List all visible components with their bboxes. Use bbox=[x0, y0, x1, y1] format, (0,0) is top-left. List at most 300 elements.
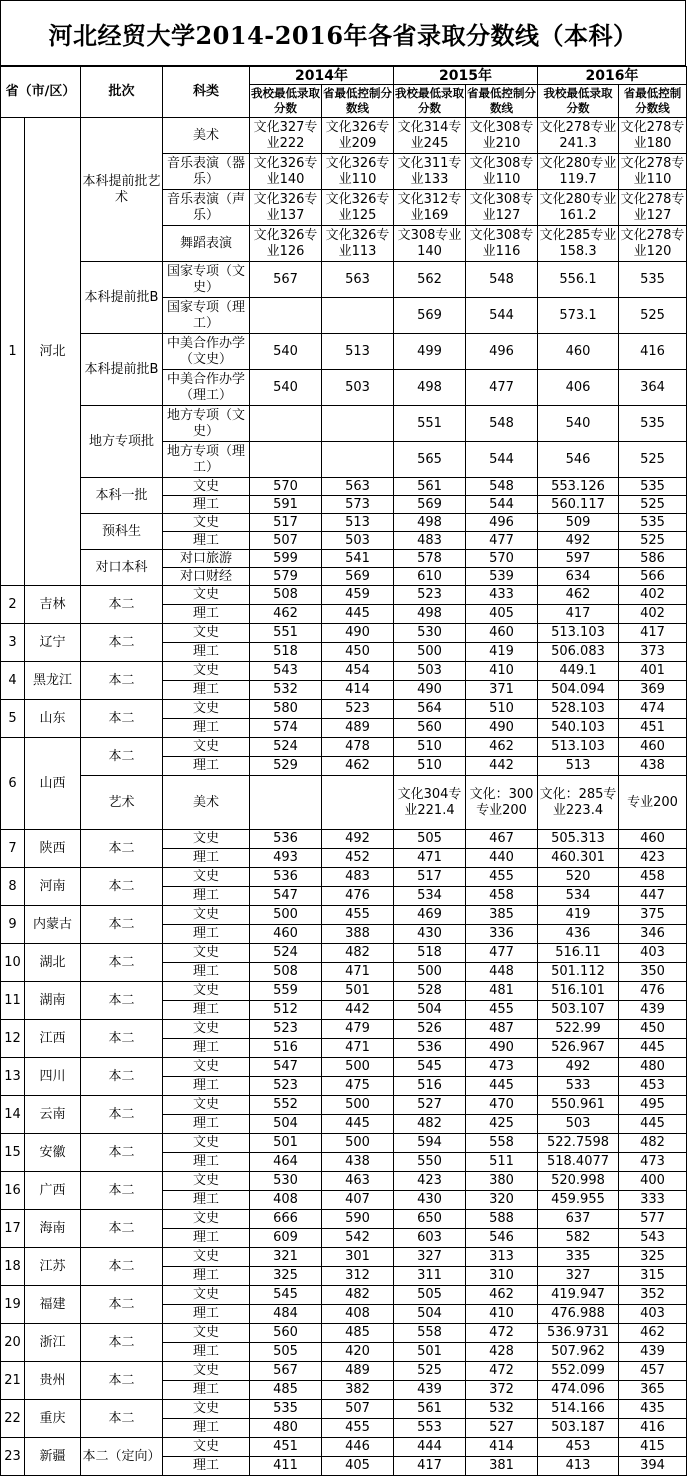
subject-name: 文史 bbox=[163, 982, 250, 1001]
score-cell: 419 bbox=[538, 906, 619, 925]
score-cell: 566 bbox=[619, 568, 687, 586]
score-cell: 479 bbox=[322, 1020, 394, 1039]
province-name: 辽宁 bbox=[25, 624, 81, 662]
score-cell: 469 bbox=[394, 906, 466, 925]
score-cell: 文化326专业110 bbox=[322, 154, 394, 190]
score-cell: 471 bbox=[322, 963, 394, 982]
table-row bbox=[1, 1134, 687, 1153]
score-cell: 464 bbox=[250, 1153, 322, 1172]
province-name: 新疆 bbox=[25, 1438, 81, 1476]
subject-name: 理工 bbox=[163, 1001, 250, 1020]
score-cell: 513.103 bbox=[538, 738, 619, 757]
score-cell: 文化326专业125 bbox=[322, 190, 394, 226]
score-cell: 523 bbox=[394, 586, 466, 605]
score-cell: 498 bbox=[394, 370, 466, 406]
header-province: 省（市/区） bbox=[1, 67, 81, 118]
score-cell: 496 bbox=[466, 514, 538, 532]
score-cell: 597 bbox=[538, 550, 619, 568]
province-name: 安徽 bbox=[25, 1134, 81, 1172]
score-cell: 410 bbox=[466, 662, 538, 681]
table-row bbox=[1, 1210, 687, 1229]
score-cell: 634 bbox=[538, 568, 619, 586]
score-cell: 462 bbox=[466, 1286, 538, 1305]
subject-name: 理工 bbox=[163, 643, 250, 662]
score-cell: 666 bbox=[250, 1210, 322, 1229]
province-number: 8 bbox=[1, 868, 25, 906]
subject-name: 对口旅游 bbox=[163, 550, 250, 568]
score-cell: 371 bbox=[466, 681, 538, 700]
score-cell: 567 bbox=[250, 262, 322, 298]
score-cell: 文化：285专业223.4 bbox=[538, 776, 619, 830]
score-cell: 594 bbox=[394, 1134, 466, 1153]
score-cell: 520 bbox=[538, 868, 619, 887]
province-name: 四川 bbox=[25, 1058, 81, 1096]
score-cell: 536 bbox=[250, 868, 322, 887]
batch-name: 对口本科 bbox=[81, 550, 163, 586]
score-cell: 365 bbox=[619, 1381, 687, 1400]
score-cell: 522.99 bbox=[538, 1020, 619, 1039]
score-cell: 507 bbox=[250, 532, 322, 550]
score-cell: 480 bbox=[250, 1419, 322, 1438]
score-cell bbox=[322, 776, 394, 830]
subject-name: 音乐表演（声乐） bbox=[163, 190, 250, 226]
score-cell: 428 bbox=[466, 1343, 538, 1362]
score-cell: 476.988 bbox=[538, 1305, 619, 1324]
subject-name: 文史 bbox=[163, 624, 250, 643]
score-cell bbox=[250, 776, 322, 830]
subject-name: 理工 bbox=[163, 887, 250, 906]
page-title: 河北经贸大学2014-2016年各省录取分数线（本科） bbox=[0, 0, 686, 66]
batch-name: 本二 bbox=[81, 1096, 163, 1134]
score-cell: 493 bbox=[250, 849, 322, 868]
score-cell: 484 bbox=[250, 1305, 322, 1324]
score-cell: 450 bbox=[619, 1020, 687, 1039]
score-cell: 504 bbox=[394, 1305, 466, 1324]
score-cell: 518.4077 bbox=[538, 1153, 619, 1172]
table-row bbox=[1, 1286, 687, 1305]
score-cell: 539 bbox=[466, 568, 538, 586]
score-cell: 471 bbox=[322, 1039, 394, 1058]
score-cell: 560.117 bbox=[538, 496, 619, 514]
score-cell: 447 bbox=[619, 887, 687, 906]
score-cell: 551 bbox=[250, 624, 322, 643]
score-cell: 310 bbox=[466, 1267, 538, 1286]
score-cell: 文化308专业110 bbox=[466, 154, 538, 190]
subject-name: 中美合作办学（文史） bbox=[163, 334, 250, 370]
score-cell: 535 bbox=[619, 406, 687, 442]
table-row bbox=[1, 776, 687, 830]
table-row bbox=[1, 334, 687, 370]
score-cell: 文化：300专业200 bbox=[466, 776, 538, 830]
score-cell: 文化278专业180 bbox=[619, 118, 687, 154]
score-cell: 512 bbox=[250, 1001, 322, 1020]
score-cell: 567 bbox=[250, 1362, 322, 1381]
score-cell: 508 bbox=[250, 963, 322, 982]
score-cell: 532 bbox=[466, 1400, 538, 1419]
score-cell: 477 bbox=[466, 944, 538, 963]
subject-name: 美术 bbox=[163, 776, 250, 830]
score-cell: 500 bbox=[322, 1134, 394, 1153]
score-cell: 416 bbox=[619, 334, 687, 370]
score-cell: 320 bbox=[466, 1191, 538, 1210]
score-cell: 503.107 bbox=[538, 1001, 619, 1020]
score-cell: 525 bbox=[394, 1362, 466, 1381]
subject-name: 理工 bbox=[163, 1343, 250, 1362]
score-cell: 333 bbox=[619, 1191, 687, 1210]
score-cell: 534 bbox=[394, 887, 466, 906]
score-cell: 506.083 bbox=[538, 643, 619, 662]
province-number: 11 bbox=[1, 982, 25, 1020]
score-cell: 560 bbox=[394, 719, 466, 738]
score-cell: 452 bbox=[322, 849, 394, 868]
score-cell: 504 bbox=[250, 1115, 322, 1134]
score-cell: 313 bbox=[466, 1248, 538, 1267]
score-cell: 文化278专业127 bbox=[619, 190, 687, 226]
batch-name: 本二 bbox=[81, 868, 163, 906]
batch-name: 本二 bbox=[81, 944, 163, 982]
score-cell: 525 bbox=[619, 496, 687, 514]
table-row bbox=[1, 1172, 687, 1191]
score-cell: 500 bbox=[322, 1058, 394, 1077]
score-cell: 335 bbox=[538, 1248, 619, 1267]
province-name: 内蒙古 bbox=[25, 906, 81, 944]
table-row bbox=[1, 1324, 687, 1343]
table-row bbox=[1, 550, 687, 568]
score-cell: 569 bbox=[394, 496, 466, 514]
score-cell: 579 bbox=[250, 568, 322, 586]
score-cell: 445 bbox=[466, 1077, 538, 1096]
score-cell: 561 bbox=[394, 1400, 466, 1419]
score-cell: 453 bbox=[619, 1077, 687, 1096]
score-cell: 503 bbox=[322, 532, 394, 550]
score-cell: 473 bbox=[619, 1153, 687, 1172]
batch-name: 本二 bbox=[81, 1134, 163, 1172]
table-row bbox=[1, 624, 687, 643]
score-cell: 503 bbox=[394, 662, 466, 681]
score-cell: 501 bbox=[322, 982, 394, 1001]
table-row bbox=[1, 982, 687, 1001]
score-cell: 445 bbox=[619, 1039, 687, 1058]
subject-name: 文史 bbox=[163, 1362, 250, 1381]
subject-name: 理工 bbox=[163, 1457, 250, 1476]
subject-name: 国家专项（文史） bbox=[163, 262, 250, 298]
subject-name: 文史 bbox=[163, 1134, 250, 1153]
score-cell: 文化304专业221.4 bbox=[394, 776, 466, 830]
batch-name: 本二（定向） bbox=[81, 1438, 163, 1476]
score-cell: 435 bbox=[619, 1400, 687, 1419]
province-number: 5 bbox=[1, 700, 25, 738]
score-cell: 394 bbox=[619, 1457, 687, 1476]
batch-name: 预科生 bbox=[81, 514, 163, 550]
score-cell: 520.998 bbox=[538, 1172, 619, 1191]
province-number: 1 bbox=[1, 118, 25, 586]
score-cell: 481 bbox=[466, 982, 538, 1001]
score-cell: 505 bbox=[250, 1343, 322, 1362]
province-number: 19 bbox=[1, 1286, 25, 1324]
score-cell: 570 bbox=[250, 478, 322, 496]
subject-name: 理工 bbox=[163, 1115, 250, 1134]
score-cell: 513 bbox=[322, 514, 394, 532]
batch-name: 本二 bbox=[81, 586, 163, 624]
score-cell: 445 bbox=[322, 1115, 394, 1134]
batch-name: 本二 bbox=[81, 738, 163, 776]
score-cell: 文化280专业119.7 bbox=[538, 154, 619, 190]
score-cell: 540 bbox=[538, 406, 619, 442]
score-cell: 547 bbox=[250, 1058, 322, 1077]
score-cell: 485 bbox=[322, 1324, 394, 1343]
score-cell: 文化326专业137 bbox=[250, 190, 322, 226]
score-cell: 430 bbox=[394, 925, 466, 944]
score-cell: 470 bbox=[466, 1096, 538, 1115]
score-cell: 580 bbox=[250, 700, 322, 719]
province-name: 陕西 bbox=[25, 830, 81, 868]
score-cell: 510 bbox=[394, 738, 466, 757]
score-cell: 586 bbox=[619, 550, 687, 568]
score-cell: 414 bbox=[322, 681, 394, 700]
header-prov-min: 省最低控制分数线 bbox=[619, 85, 687, 118]
score-cell: 文化327专业222 bbox=[250, 118, 322, 154]
score-table bbox=[0, 66, 687, 1476]
score-cell: 518 bbox=[394, 944, 466, 963]
score-cell: 505.313 bbox=[538, 830, 619, 849]
score-cell: 312 bbox=[322, 1267, 394, 1286]
score-cell: 439 bbox=[619, 1001, 687, 1020]
score-cell: 463 bbox=[322, 1172, 394, 1191]
score-cell: 516 bbox=[394, 1077, 466, 1096]
score-cell: 552.099 bbox=[538, 1362, 619, 1381]
score-cell: 495 bbox=[619, 1096, 687, 1115]
subject-name: 文史 bbox=[163, 1438, 250, 1457]
subject-name: 文史 bbox=[163, 1058, 250, 1077]
province-name: 江苏 bbox=[25, 1248, 81, 1286]
table-row bbox=[1, 868, 687, 887]
score-cell: 548 bbox=[466, 406, 538, 442]
score-cell: 440 bbox=[466, 849, 538, 868]
batch-name: 本二 bbox=[81, 982, 163, 1020]
subject-name: 理工 bbox=[163, 532, 250, 550]
score-cell: 460 bbox=[619, 738, 687, 757]
score-cell: 577 bbox=[619, 1210, 687, 1229]
header-year-2015: 2015年 bbox=[394, 67, 538, 85]
province-name: 贵州 bbox=[25, 1362, 81, 1400]
batch-name: 本二 bbox=[81, 1058, 163, 1096]
score-cell: 405 bbox=[322, 1457, 394, 1476]
score-cell: 文化326专业140 bbox=[250, 154, 322, 190]
score-cell: 482 bbox=[619, 1134, 687, 1153]
score-cell: 文化285专业158.3 bbox=[538, 226, 619, 262]
score-cell: 548 bbox=[466, 262, 538, 298]
score-cell: 483 bbox=[322, 868, 394, 887]
batch-name: 本二 bbox=[81, 1400, 163, 1438]
province-number: 7 bbox=[1, 830, 25, 868]
score-cell: 458 bbox=[619, 868, 687, 887]
score-cell: 410 bbox=[466, 1305, 538, 1324]
batch-name: 本二 bbox=[81, 1210, 163, 1248]
subject-name: 中美合作办学（理工） bbox=[163, 370, 250, 406]
subject-name: 理工 bbox=[163, 1419, 250, 1438]
score-cell: 321 bbox=[250, 1248, 322, 1267]
province-name: 黑龙江 bbox=[25, 662, 81, 700]
score-cell: 381 bbox=[466, 1457, 538, 1476]
score-cell: 552 bbox=[250, 1096, 322, 1115]
province-number: 16 bbox=[1, 1172, 25, 1210]
score-cell: 510 bbox=[394, 757, 466, 776]
province-number: 23 bbox=[1, 1438, 25, 1476]
score-cell: 471 bbox=[394, 849, 466, 868]
score-cell: 536 bbox=[250, 830, 322, 849]
score-cell: 540 bbox=[250, 370, 322, 406]
table-row bbox=[1, 1400, 687, 1419]
table-row bbox=[1, 1248, 687, 1267]
score-cell: 511 bbox=[466, 1153, 538, 1172]
score-cell: 517 bbox=[250, 514, 322, 532]
score-cell: 610 bbox=[394, 568, 466, 586]
score-cell: 591 bbox=[250, 496, 322, 514]
score-cell: 524 bbox=[250, 738, 322, 757]
header-subject: 科类 bbox=[163, 67, 250, 118]
score-cell: 490 bbox=[394, 681, 466, 700]
score-cell: 406 bbox=[538, 370, 619, 406]
score-cell: 444 bbox=[394, 1438, 466, 1457]
score-cell: 专业200 bbox=[619, 776, 687, 830]
province-number: 2 bbox=[1, 586, 25, 624]
score-cell: 478 bbox=[322, 738, 394, 757]
province-name: 福建 bbox=[25, 1286, 81, 1324]
score-cell: 448 bbox=[466, 963, 538, 982]
score-cell: 420 bbox=[322, 1343, 394, 1362]
header-year-2014: 2014年 bbox=[250, 67, 394, 85]
batch-name: 本二 bbox=[81, 662, 163, 700]
batch-name: 本二 bbox=[81, 1020, 163, 1058]
score-cell: 301 bbox=[322, 1248, 394, 1267]
province-name: 云南 bbox=[25, 1096, 81, 1134]
score-cell: 535 bbox=[619, 478, 687, 496]
province-name: 海南 bbox=[25, 1210, 81, 1248]
score-cell: 402 bbox=[619, 586, 687, 605]
score-cell: 442 bbox=[322, 1001, 394, 1020]
score-cell: 413 bbox=[538, 1457, 619, 1476]
score-cell: 527 bbox=[466, 1419, 538, 1438]
table-row bbox=[1, 700, 687, 719]
subject-name: 国家专项（理工） bbox=[163, 298, 250, 334]
score-cell: 526 bbox=[394, 1020, 466, 1039]
score-cell: 504 bbox=[394, 1001, 466, 1020]
score-cell: 417 bbox=[538, 605, 619, 624]
score-cell: 460 bbox=[466, 624, 538, 643]
header-batch: 批次 bbox=[81, 67, 163, 118]
batch-name: 本二 bbox=[81, 1286, 163, 1324]
score-cell: 419.947 bbox=[538, 1286, 619, 1305]
score-cell: 513 bbox=[322, 334, 394, 370]
score-cell: 438 bbox=[322, 1153, 394, 1172]
batch-name: 本科一批 bbox=[81, 478, 163, 514]
batch-name: 本科提前批艺术 bbox=[81, 118, 163, 262]
score-cell: 315 bbox=[619, 1267, 687, 1286]
province-number: 9 bbox=[1, 906, 25, 944]
score-cell: 475 bbox=[322, 1077, 394, 1096]
score-cell: 528.103 bbox=[538, 700, 619, 719]
province-name: 吉林 bbox=[25, 586, 81, 624]
subject-name: 文史 bbox=[163, 1210, 250, 1229]
score-cell: 438 bbox=[619, 757, 687, 776]
score-cell: 507.962 bbox=[538, 1343, 619, 1362]
score-cell: 544 bbox=[466, 298, 538, 334]
score-cell: 477 bbox=[466, 532, 538, 550]
score-cell: 545 bbox=[250, 1286, 322, 1305]
score-cell: 436 bbox=[538, 925, 619, 944]
score-cell: 508 bbox=[250, 586, 322, 605]
score-cell: 380 bbox=[466, 1172, 538, 1191]
score-cell: 503 bbox=[322, 370, 394, 406]
score-cell: 489 bbox=[322, 719, 394, 738]
subject-name: 理工 bbox=[163, 757, 250, 776]
score-cell: 451 bbox=[619, 719, 687, 738]
score-cell: 文化278专业120 bbox=[619, 226, 687, 262]
province-name: 湖南 bbox=[25, 982, 81, 1020]
score-cell: 373 bbox=[619, 643, 687, 662]
score-cell: 563 bbox=[322, 478, 394, 496]
score-cell: 516.11 bbox=[538, 944, 619, 963]
score-cell: 505 bbox=[394, 830, 466, 849]
score-cell: 474 bbox=[619, 700, 687, 719]
score-cell: 556.1 bbox=[538, 262, 619, 298]
batch-name: 本二 bbox=[81, 700, 163, 738]
subject-name: 文史 bbox=[163, 868, 250, 887]
score-cell: 650 bbox=[394, 1210, 466, 1229]
score-cell: 325 bbox=[619, 1248, 687, 1267]
score-cell: 578 bbox=[394, 550, 466, 568]
score-cell: 459.955 bbox=[538, 1191, 619, 1210]
batch-name: 本科提前批B bbox=[81, 334, 163, 406]
score-cell: 563 bbox=[322, 262, 394, 298]
subject-name: 地方专项（文史） bbox=[163, 406, 250, 442]
subject-name: 理工 bbox=[163, 963, 250, 982]
score-cell: 477 bbox=[466, 370, 538, 406]
score-cell: 543 bbox=[619, 1229, 687, 1248]
score-cell: 403 bbox=[619, 1305, 687, 1324]
score-cell: 382 bbox=[322, 1381, 394, 1400]
score-cell: 529 bbox=[250, 757, 322, 776]
province-name: 河南 bbox=[25, 868, 81, 906]
province-name: 广西 bbox=[25, 1172, 81, 1210]
subject-name: 理工 bbox=[163, 681, 250, 700]
batch-name: 艺术 bbox=[81, 776, 163, 830]
score-cell: 609 bbox=[250, 1229, 322, 1248]
score-cell: 388 bbox=[322, 925, 394, 944]
score-cell: 492 bbox=[538, 532, 619, 550]
province-number: 17 bbox=[1, 1210, 25, 1248]
score-cell: 449.1 bbox=[538, 662, 619, 681]
score-cell: 551 bbox=[394, 406, 466, 442]
table-row bbox=[1, 906, 687, 925]
score-cell: 564 bbox=[394, 700, 466, 719]
score-cell: 541 bbox=[322, 550, 394, 568]
table-row bbox=[1, 406, 687, 442]
province-number: 22 bbox=[1, 1400, 25, 1438]
score-cell: 文308专业140 bbox=[394, 226, 466, 262]
province-name: 重庆 bbox=[25, 1400, 81, 1438]
score-cell: 543 bbox=[250, 662, 322, 681]
score-cell: 402 bbox=[619, 605, 687, 624]
score-cell: 535 bbox=[250, 1400, 322, 1419]
score-cell: 525 bbox=[619, 442, 687, 478]
subject-name: 地方专项（理工） bbox=[163, 442, 250, 478]
score-cell: 350 bbox=[619, 963, 687, 982]
score-cell: 文化326专业113 bbox=[322, 226, 394, 262]
score-cell: 565 bbox=[394, 442, 466, 478]
score-cell: 527 bbox=[394, 1096, 466, 1115]
score-cell: 562 bbox=[394, 262, 466, 298]
